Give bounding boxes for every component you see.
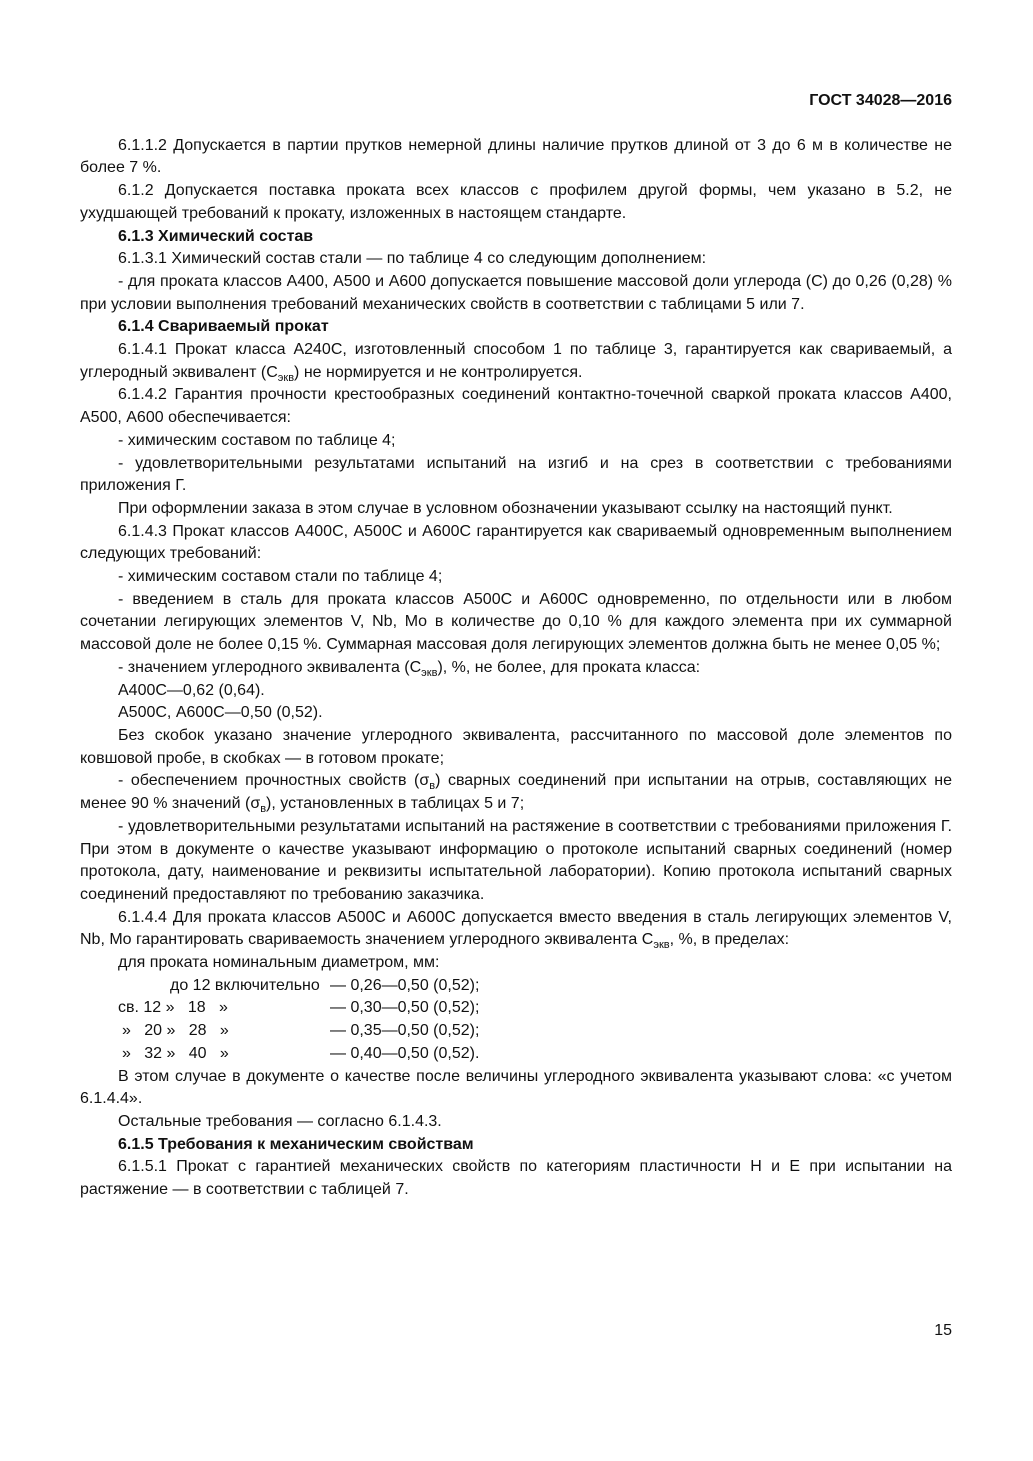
document-header: ГОСТ 34028—2016 xyxy=(809,92,952,109)
page-number: 15 xyxy=(934,1322,952,1339)
subscript-text: экв xyxy=(653,939,670,952)
para-quality-document-note: В этом случае в документе о качестве после величины углеродного эквивалента указывают слова: «с учетом 6.1.4.4». xyxy=(80,1067,952,1108)
subscript-text: экв xyxy=(421,666,438,679)
text-run: ) сварных соединений при испытании на отрыв, составляющих не менее 90 % значений (σ xyxy=(80,772,953,813)
diameter-row-2 xyxy=(80,997,952,1020)
value-a500c-a600c: А500С, А600С—0,50 (0,52). xyxy=(118,704,323,722)
diameter-range: » 20 » 28 » xyxy=(122,1022,229,1040)
para-6-1-2: 6.1.2 Допускается поставка проката всех классов с профилем другой формы, чем указано в 5.2, не ухудшающей требований к прокату, изложенных в настоящем стандарте. xyxy=(80,182,952,222)
subscript-text: в xyxy=(260,803,267,816)
diameter-row-3 xyxy=(80,1020,952,1043)
text-run: ), установленных в таблицах 5 и 7; xyxy=(266,795,525,813)
list-item-alloying-elements: - введением в сталь для проката классов А500С и А600С одновременно, по отдельности или в любом сочетании легирующих элементов V, Nb, Mo в количестве до 0,10 % для каждого элемента при их суммарной массовой доле не более 0,15 %. Суммарная массовая доля легирующих элементов должна быть не менее 0,05 %; xyxy=(80,590,952,654)
para-6-1-5-1: 6.1.5.1 Прокат с гарантией механических свойств по категориям пластичности Н и Е при испытании на растяжение — в соответствии с таблицей 7. xyxy=(80,1158,952,1199)
text-run: - обеспечением прочностных свойств (σ xyxy=(118,772,430,790)
diameter-value: — 0,26—0,50 (0,52); xyxy=(330,976,480,994)
text-run: ), %, не более, для проката класса: xyxy=(437,658,701,676)
para-6-1-4-3: 6.1.4.3 Прокат классов А400С, А500С и А600С гарантируется как свариваемый одновременным выполнением следующих требований: xyxy=(80,522,952,563)
para-nominal-diameter: для проката номинальным диаметром, мм: xyxy=(118,954,440,972)
subscript-text: в xyxy=(429,780,436,793)
para-6-1-3-1: 6.1.3.1 Химический состав стали — по таблице 4 со следующим дополнением: xyxy=(118,250,707,268)
list-item-chemical-composition-table4: - химическим составом стали по таблице 4; xyxy=(118,568,443,586)
subscript-text: экв xyxy=(277,371,295,384)
text-run: 6.1.4.1 Прокат класса А240С, изготовленный способом 1 по таблице 3, гарантируется как свариваемый, а углеродный эквивалент (С xyxy=(80,341,952,381)
list-item-carbon-equivalent xyxy=(80,657,952,680)
para-other-requirements: Остальные требования — согласно 6.1.4.3. xyxy=(118,1112,442,1130)
diameter-range: » 32 » 40 » xyxy=(122,1044,229,1062)
list-item-chemical-composition: - химическим составом по таблице 4; xyxy=(118,431,396,449)
list-item-bend-shear-tests: - удовлетворительными результатами испытаний на изгиб и на срез в соответствии с требованиями приложения Г. xyxy=(80,454,952,495)
diameter-row-1 xyxy=(80,975,952,998)
para-6-1-1-2: 6.1.1.2 Допускается в партии прутков немерной длины наличие прутков длиной от 3 до 6 м в количестве не более 7 %. xyxy=(80,136,952,177)
text-run: - значением углеродного эквивалента (С xyxy=(118,658,422,676)
para-brackets-note: Без скобок указано значение углеродного эквивалента, рассчитанного по массовой доле элементов по ковшовой пробе, в скобках — в готовом прокате; xyxy=(80,726,952,767)
diameter-range: св. 12 » 18 » xyxy=(118,999,228,1017)
diameter-value: — 0,35—0,50 (0,52); xyxy=(330,1022,480,1040)
text-run: , %, в пределах: xyxy=(669,931,790,949)
para-6-1-4-1 xyxy=(80,339,952,384)
text-run: 6.1.4.4 Для проката классов А500С и А600С допускается вместо введения в сталь легирующих элементов V, Nb, Mo гарантировать свариваемость значением углеродного эквивалента С xyxy=(80,908,952,949)
list-item-tension-tests: - удовлетворительными результатами испытаний на растяжение в соответствии с требованиями приложения Г. При этом в документе о качестве указывают информацию о протоколе испытаний сварных соединений (номер протокола, дату, наименование и реквизиты испытательной лаборатории). Копию протокола испытаний сварных соединений предоставляют по требованию заказчика. xyxy=(80,817,952,903)
para-6-1-4-2: 6.1.4.2 Гарантия прочности крестообразных соединений контактно-точечной сваркой проката классов А400, А500, А600 обеспечивается: xyxy=(80,386,952,427)
para-6-1-4-4 xyxy=(80,907,952,952)
heading-6-1-5: 6.1.5 Требования к механическим свойствам xyxy=(118,1135,474,1153)
diameter-row-4 xyxy=(80,1043,952,1066)
list-item-carbon-content: - для проката классов А400, А500 и А600 допускается повышение массовой доли углерода (С) до 0,26 (0,28) % при условии выполнения требований механических свойств в соответствии с таблицами 5 или 7. xyxy=(80,272,952,313)
diameter-range: до 12 включительно xyxy=(170,976,320,994)
heading-6-1-4: 6.1.4 Свариваемый прокат xyxy=(118,318,329,336)
list-item-strength-properties xyxy=(80,770,952,815)
heading-6-1-3: 6.1.3 Химический состав xyxy=(118,227,314,245)
diameter-value: — 0,40—0,50 (0,52). xyxy=(330,1044,480,1062)
value-a400c: А400С—0,62 (0,64). xyxy=(118,681,265,699)
diameter-value: — 0,30—0,50 (0,52); xyxy=(330,999,480,1017)
text-run: ) не нормируется и не контролируется. xyxy=(294,363,583,381)
para-order-note: При оформлении заказа в этом случае в условном обозначении указывают ссылку на настоящий пункт. xyxy=(118,499,893,517)
